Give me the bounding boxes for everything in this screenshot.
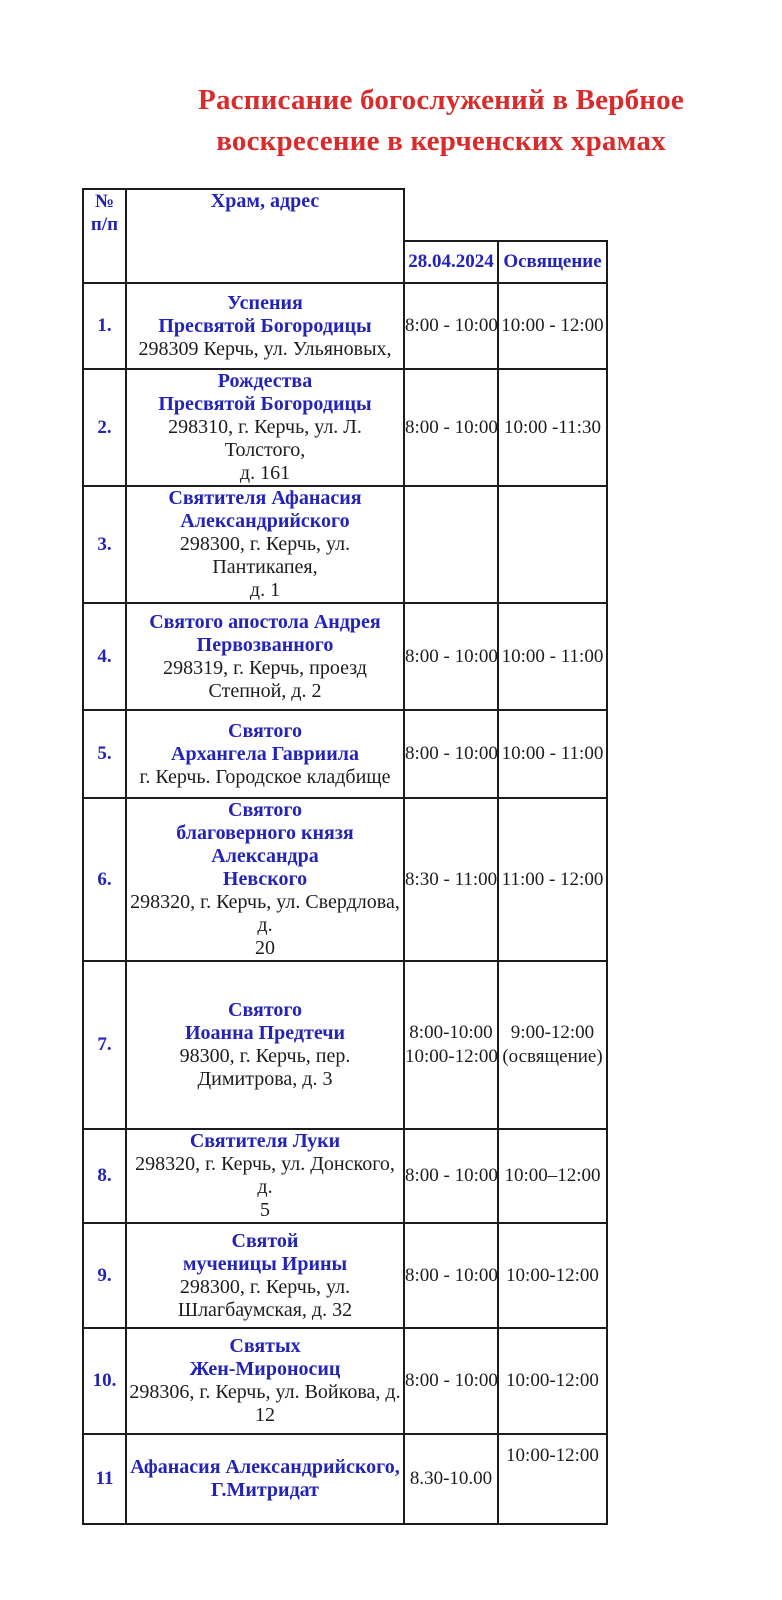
consecration-time-cell: 10:00-12:00 [498, 1223, 607, 1328]
header-church-address: Храм, адрес [126, 189, 404, 283]
church-name: Святого апостола Андрея Первозванного [149, 610, 381, 656]
consecration-time-cell: 11:00 - 12:00 [498, 798, 607, 961]
row-number: 7. [97, 1034, 112, 1055]
row-number: 11 [95, 1468, 114, 1489]
church-cell [126, 1328, 404, 1434]
church-address: 298310, г. Керчь, ул. Л. Толстого, д. 161 [168, 416, 362, 484]
church-cell [126, 603, 404, 710]
church-cell [126, 1434, 404, 1524]
service-time-cell: 8:00 - 10:00 [404, 1223, 498, 1328]
church-name: Рождества Пресвятой Богородицы [158, 370, 372, 415]
church-name: Успения Пресвятой Богородицы [158, 291, 372, 337]
table-row [83, 1129, 607, 1223]
church-address: 298320, г. Керчь, ул. Донского, д. 5 [135, 1153, 395, 1221]
header-spacer [404, 189, 498, 241]
table-body [83, 283, 607, 1524]
row-number: 3. [97, 533, 112, 555]
row-number: 6. [97, 868, 112, 890]
service-time-cell: 8.30-10.00 [404, 1434, 498, 1524]
row-number: 1. [97, 315, 112, 336]
row-number-cell [83, 283, 126, 369]
service-time-cell: 8:30 - 11:00 [404, 798, 498, 961]
church-name: Святого Иоанна Предтечи [184, 999, 346, 1044]
header-date: 28.04.2024 [404, 241, 498, 283]
row-number: 9. [97, 1264, 112, 1286]
church-name: Святого Архангела Гавриила [171, 719, 359, 765]
row-number: 5. [97, 743, 112, 764]
row-number-cell [83, 1129, 126, 1223]
row-number-cell [83, 961, 126, 1129]
header-consecration: Освящение [498, 241, 607, 283]
consecration-time-cell: 10:00-12:00 [498, 1328, 607, 1434]
church-address: 298320, г. Керчь, ул. Свердлова, д. 20 [130, 891, 400, 959]
page-title-line1: Расписание богослужений в Вербное [198, 84, 684, 116]
church-address: г. Керчь. Городское кладбище [139, 765, 391, 788]
church-name: Святой мученицы Ирины [182, 1229, 348, 1275]
church-name: Афанасия Александрийского, Г.Митридат [130, 1456, 400, 1501]
row-number-cell [83, 369, 126, 486]
church-cell [126, 369, 404, 486]
service-time-cell: 8:00 - 10:00 [404, 369, 498, 486]
church-cell [126, 798, 404, 961]
table-row [83, 710, 607, 798]
church-cell [126, 283, 404, 369]
church-cell [126, 710, 404, 798]
table-row [83, 1223, 607, 1328]
table-row [83, 1434, 607, 1524]
table-row [83, 486, 607, 603]
service-time-cell [404, 486, 498, 603]
row-number-cell [83, 603, 126, 710]
church-address: 298300, г. Керчь, ул. Шлагбаумская, д. 32 [177, 1275, 353, 1321]
consecration-time-cell [498, 486, 607, 603]
church-cell [126, 961, 404, 1129]
schedule-table [82, 188, 608, 1525]
table-row [83, 283, 607, 369]
row-number-cell [83, 710, 126, 798]
row-number-cell [83, 1434, 126, 1524]
consecration-time-cell: 10:00 - 11:00 [498, 603, 607, 710]
church-name: Святителя Афанасия Александрийского [168, 487, 362, 532]
service-time-cell: 8:00 - 10:00 [404, 1328, 498, 1434]
service-time-cell: 8:00 - 10:00 [404, 283, 498, 369]
church-address: 298319, г. Керчь, проезд Степной, д. 2 [163, 656, 367, 702]
header-num-abbrev: п/п [90, 214, 119, 235]
table-header [83, 189, 607, 283]
consecration-time-cell: 9:00-12:00 (освящение) [498, 961, 607, 1129]
church-address: 298306, г. Керчь, ул. Войкова, д. 12 [129, 1381, 401, 1426]
page-title [100, 80, 782, 162]
row-number-cell [83, 1223, 126, 1328]
church-cell [126, 486, 404, 603]
consecration-time-cell: 10:00–12:00 [498, 1129, 607, 1223]
church-name: Святого благоверного князя Александра Невского [176, 799, 354, 890]
row-number-cell [83, 1328, 126, 1434]
church-cell [126, 1129, 404, 1223]
row-number: 2. [97, 416, 112, 438]
header-row-number [83, 189, 126, 283]
church-address: 298300, г. Керчь, ул. Пантикапея, д. 1 [179, 533, 351, 601]
church-name: Святителя Луки [189, 1130, 341, 1152]
table-row [83, 961, 607, 1129]
header-spacer [498, 189, 607, 241]
church-address: 98300, г. Керчь, пер. Димитрова, д. 3 [179, 1045, 351, 1090]
consecration-time-cell: 10:00 - 11:00 [498, 710, 607, 798]
consecration-time-cell: 10:00 - 12:00 [498, 283, 607, 369]
service-time-cell: 8:00 - 10:00 [404, 710, 498, 798]
church-cell [126, 1223, 404, 1328]
table-row [83, 1328, 607, 1434]
table-row [83, 369, 607, 486]
header-num-sign: № [94, 191, 115, 212]
row-number: 10. [92, 1370, 117, 1391]
row-number-cell [83, 798, 126, 961]
consecration-time-cell: 10:00 -11:30 [498, 369, 607, 486]
row-number: 8. [97, 1165, 112, 1186]
service-time-cell: 8:00 - 10:00 [404, 603, 498, 710]
service-time-cell: 8:00 - 10:00 [404, 1129, 498, 1223]
row-number-cell [83, 486, 126, 603]
table-row [83, 603, 607, 710]
page-title-line2: воскресение в керченских храмах [216, 125, 666, 157]
table-row [83, 798, 607, 961]
consecration-time-cell: 10:00-12:00 [498, 1434, 607, 1524]
church-address: 298309 Керчь, ул. Ульяновых, [138, 337, 392, 360]
service-time-cell: 8:00-10:00 10:00-12:00 [404, 961, 498, 1129]
church-name: Святых Жен-Мироносиц [189, 1335, 341, 1380]
row-number: 4. [97, 645, 112, 667]
